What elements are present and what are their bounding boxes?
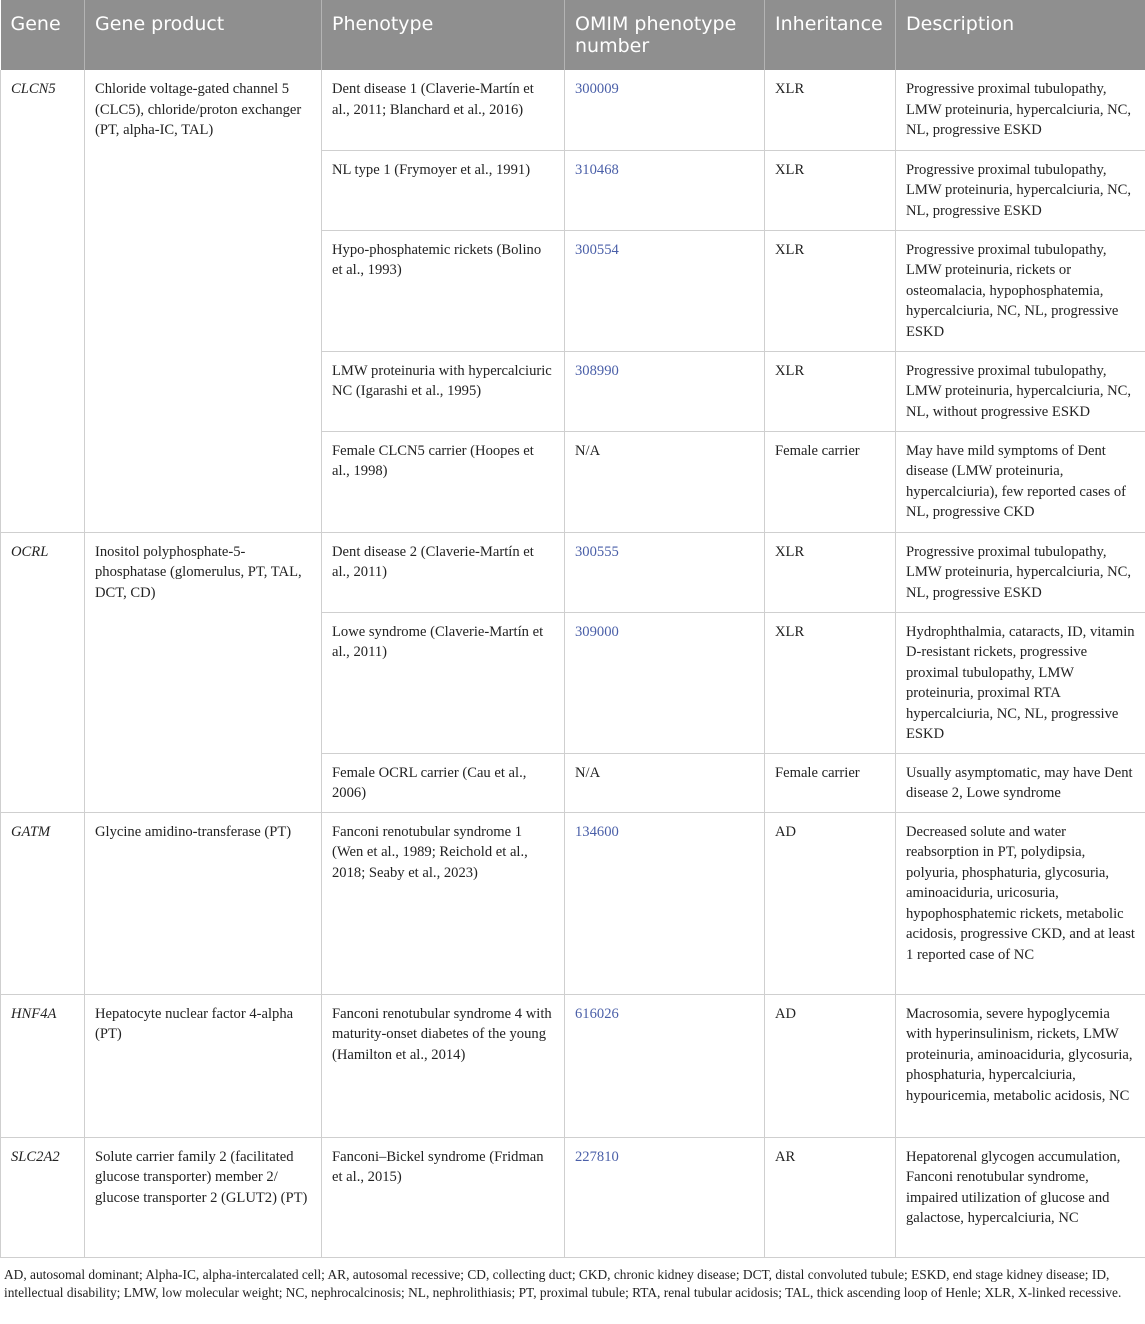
gene-cell-clcn5: CLCN5	[1, 70, 85, 532]
omim-number-link[interactable]: 300009	[565, 70, 765, 150]
omim-number-link[interactable]: 300554	[565, 230, 765, 351]
gene-product-cell: Hepatocyte nuclear factor 4-alpha (PT)	[85, 994, 322, 1137]
table-row	[1, 994, 1145, 1137]
phenotype-cell: Dent disease 2 (Claverie-Martín et al., 2011)	[322, 532, 565, 612]
phenotype-cell: Female CLCN5 carrier (Hoopes et al., 1998)	[322, 431, 565, 532]
header-phenotype: Phenotype	[322, 0, 565, 70]
description-cell: Progressive proximal tubulopathy, LMW proteinuria, hypercalciuria, NC, NL, progressive ESKD	[896, 150, 1145, 230]
omim-number-link[interactable]: 616026	[565, 994, 765, 1137]
description-cell: Hydrophthalmia, cataracts, ID, vitamin D-resistant rickets, progressive proximal tubulopathy, LMW proteinuria, proximal RTA hypercalciuria, NC, NL, progressive ESKD	[896, 612, 1145, 753]
description-cell: Usually asymptomatic, may have Dent disease 2, Lowe syndrome	[896, 753, 1145, 812]
header-inheritance: Inheritance	[765, 0, 896, 70]
table-row	[1, 1137, 1145, 1257]
inheritance-cell: XLR	[765, 612, 896, 753]
inheritance-cell: XLR	[765, 532, 896, 612]
header-gene-product: Gene product	[85, 0, 322, 70]
header-gene: Gene	[1, 0, 85, 70]
phenotype-cell: LMW proteinuria with hypercalciuric NC (Igarashi et al., 1995)	[322, 351, 565, 431]
omim-number-cell: N/A	[565, 431, 765, 532]
table-row	[1, 70, 1145, 150]
phenotype-cell: Dent disease 1 (Claverie-Martín et al., 2011; Blanchard et al., 2016)	[322, 70, 565, 150]
omim-number-link[interactable]: 309000	[565, 612, 765, 753]
table-footnote: AD, autosomal dominant; Alpha-IC, alpha-intercalated cell; AR, autosomal recessive; CD, collecting duct; CKD, chronic kidney disease; DCT, distal convoluted tubule; ESKD, end stage kidney disease; ID, intellectual disability; LMW, low molecular weight; NC, nephrocalcinosis; NL, nephrolithiasis; PT, proximal tubule; RTA, renal tubular acidosis; TAL, thick ascending loop of Henle; XLR, X-linked recessive.	[4, 1267, 1122, 1300]
inheritance-cell: XLR	[765, 230, 896, 351]
phenotype-cell: Female OCRL carrier (Cau et al., 2006)	[322, 753, 565, 812]
phenotype-cell: Fanconi renotubular syndrome 4 with maturity-onset diabetes of the young (Hamilton et al., 2014)	[322, 994, 565, 1137]
header-omim-number: OMIM phenotype number	[565, 0, 765, 70]
omim-number-link[interactable]: 308990	[565, 351, 765, 431]
inheritance-cell: AD	[765, 994, 896, 1137]
table-body	[1, 70, 1145, 1257]
inheritance-cell: AD	[765, 812, 896, 994]
phenotype-cell: Fanconi renotubular syndrome 1 (Wen et al., 1989; Reichold et al., 2018; Seaby et al., 2023)	[322, 812, 565, 994]
omim-number-link[interactable]: 310468	[565, 150, 765, 230]
description-cell: Progressive proximal tubulopathy, LMW proteinuria, hypercalciuria, NC, NL, progressive ESKD	[896, 532, 1145, 612]
header-row	[1, 0, 1145, 70]
table-row	[1, 812, 1145, 994]
inheritance-cell: Female carrier	[765, 431, 896, 532]
header-description: Description	[896, 0, 1145, 70]
description-cell: Progressive proximal tubulopathy, LMW proteinuria, rickets or osteomalacia, hypophosphatemia, hypercalciuria, NC, NL, progressive ESKD	[896, 230, 1145, 351]
description-cell: Progressive proximal tubulopathy, LMW proteinuria, hypercalciuria, NC, NL, without progressive ESKD	[896, 351, 1145, 431]
inheritance-cell: XLR	[765, 351, 896, 431]
description-cell: Decreased solute and water reabsorption in PT, polydipsia, polyuria, phosphaturia, glycosuria, aminoaciduria, uricosuria, hypophosphatemic rickets, metabolic acidosis, progressive CKD, and at least 1 reported case of NC	[896, 812, 1145, 994]
omim-number-link[interactable]: 134600	[565, 812, 765, 994]
description-cell: May have mild symptoms of Dent disease (LMW proteinuria, hypercalciuria), few reported cases of NL, progressive CKD	[896, 431, 1145, 532]
description-cell: Macrosomia, severe hypoglycemia with hyperinsulinism, rickets, LMW proteinuria, aminoaciduria, glycosuria, phosphaturia, hypercalciuria, hypouricemia, metabolic acidosis, NC	[896, 994, 1145, 1137]
inheritance-cell: XLR	[765, 70, 896, 150]
table-header	[1, 0, 1145, 70]
gene-product-cell: Glycine amidino-transferase (PT)	[85, 812, 322, 994]
gene-cell-gatm: GATM	[1, 812, 85, 994]
phenotype-cell: NL type 1 (Frymoyer et al., 1991)	[322, 150, 565, 230]
omim-number-link[interactable]: 227810	[565, 1137, 765, 1257]
omim-number-cell: N/A	[565, 753, 765, 812]
gene-product-cell: Inositol polyphosphate-5-phosphatase (glomerulus, PT, TAL, DCT, CD)	[85, 532, 322, 812]
inheritance-cell: AR	[765, 1137, 896, 1257]
gene-cell-ocrl: OCRL	[1, 532, 85, 812]
inheritance-cell: Female carrier	[765, 753, 896, 812]
phenotype-cell: Hypo-phosphatemic rickets (Bolino et al., 1993)	[322, 230, 565, 351]
phenotype-cell: Lowe syndrome (Claverie-Martín et al., 2011)	[322, 612, 565, 753]
gene-product-cell: Chloride voltage-gated channel 5 (CLC5), chloride/proton exchanger (PT, alpha-IC, TAL)	[85, 70, 322, 532]
description-cell: Hepatorenal glycogen accumulation, Fanconi renotubular syndrome, impaired utilization of glucose and galactose, hypercalciuria, NC	[896, 1137, 1145, 1257]
description-cell: Progressive proximal tubulopathy, LMW proteinuria, hypercalciuria, NC, NL, progressive ESKD	[896, 70, 1145, 150]
omim-number-link[interactable]: 300555	[565, 532, 765, 612]
inheritance-cell: XLR	[765, 150, 896, 230]
table-row	[1, 532, 1145, 612]
gene-product-cell: Solute carrier family 2 (facilitated glucose transporter) member 2/ glucose transporter 2 (GLUT2) (PT)	[85, 1137, 322, 1257]
gene-cell-slc2a2: SLC2A2	[1, 1137, 85, 1257]
gene-cell-hnf4a: HNF4A	[1, 994, 85, 1137]
phenotype-cell: Fanconi–Bickel syndrome (Fridman et al., 2015)	[322, 1137, 565, 1257]
